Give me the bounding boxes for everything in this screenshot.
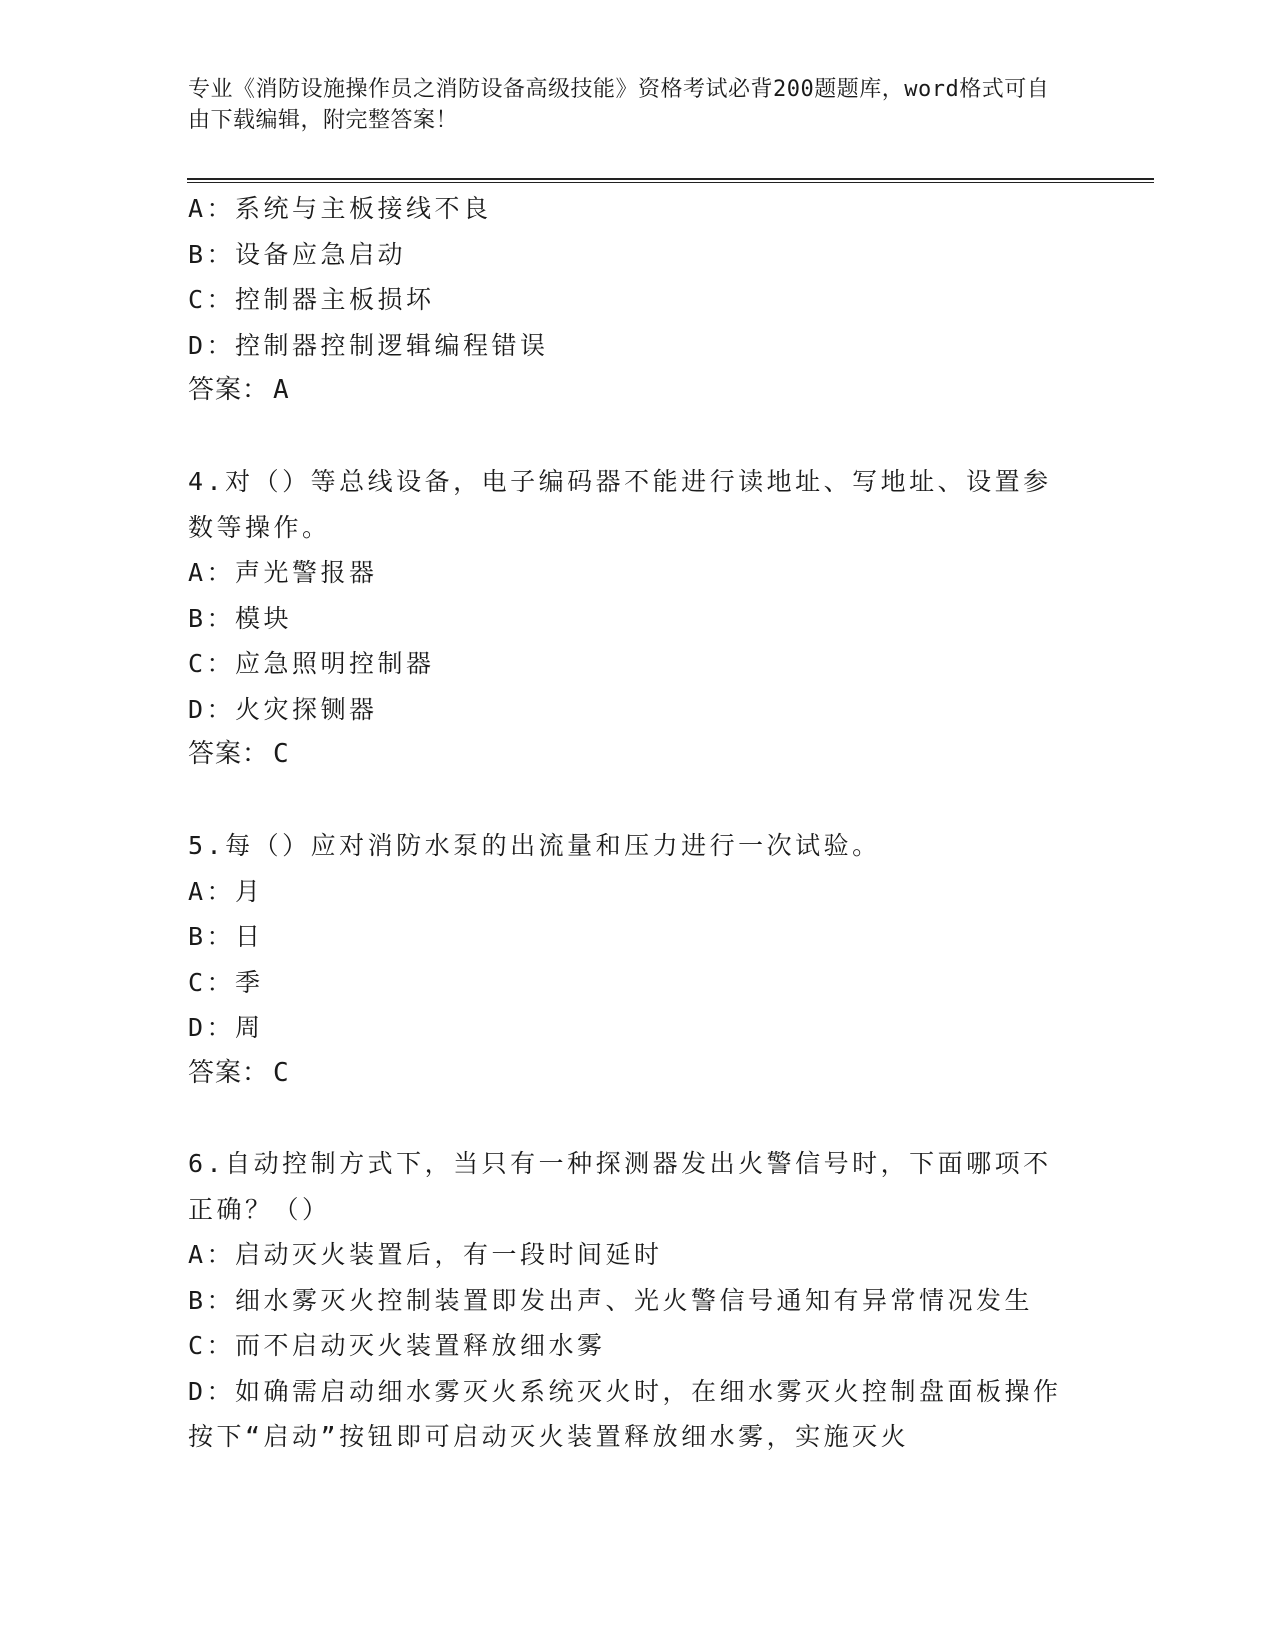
answer-value: C [273, 1057, 289, 1088]
header-divider [187, 178, 1154, 183]
question-5 [188, 823, 1088, 1096]
option-d: D：火灾探铡器 [188, 694, 378, 724]
option-d: D：控制器控制逻辑编程错误 [188, 330, 549, 360]
option-d: D：如确需启动细水雾灭火系统灭火时，在细水雾灭火控制盘面板操作 [188, 1376, 1062, 1406]
option-c: C：控制器主板损坏 [188, 285, 435, 314]
option-c: C：季 [188, 967, 264, 997]
answer-line [188, 1051, 1088, 1097]
question-6 [188, 1141, 1088, 1460]
option-c: C：而不启动灭火装置释放细水雾 [188, 1331, 606, 1360]
answer-line [188, 368, 1088, 414]
answer-label: 答案： [188, 739, 270, 769]
question-stem-line-1: 6.自动控制方式下，当只有一种探测器发出火警信号时，下面哪项不 [188, 1149, 1052, 1178]
option-b: B：细水雾灭火控制装置即发出声、光火警信号通知有异常情况发生 [188, 1285, 1034, 1315]
document-header [188, 74, 1068, 136]
question-stem-line-1: 5.每（）应对消防水泵的出流量和压力进行一次试验。 [188, 831, 881, 860]
answer-label: 答案： [188, 1057, 270, 1088]
option-b: B：设备应急启动 [188, 239, 407, 269]
question-stem-line-2: 正确？（） [188, 1194, 331, 1224]
answer-label: 答案： [188, 375, 270, 405]
question-stem-line-2: 数等操作。 [188, 512, 331, 542]
answer-line [188, 732, 1088, 778]
header-text: 专业《消防设施操作员之消防设备高级技能》资格考试必背200题题库，word格式可自由下载编辑，附完整答案！ [188, 77, 1050, 133]
option-a: A：启动灭火装置后，有一段时间延时 [188, 1240, 663, 1269]
option-a: A：月 [188, 876, 264, 906]
answer-value: A [273, 375, 289, 405]
option-d-continued: 按下“启动”按钮即可启动灭火装置释放细水雾，实施灭火 [188, 1422, 910, 1451]
option-b: B：日 [188, 922, 264, 951]
question-3 [188, 186, 1088, 414]
option-a: A：声光警报器 [188, 558, 378, 587]
option-d: D：周 [188, 1013, 264, 1042]
question-stem-line-1: 4.对（）等总线设备，电子编码器不能进行读地址、写地址、设置参 [188, 467, 1052, 496]
question-4 [188, 459, 1088, 778]
option-c: C：应急照明控制器 [188, 649, 435, 678]
answer-value: C [273, 739, 289, 769]
option-b: B：模块 [188, 603, 293, 633]
option-a: A：系统与主板接线不良 [188, 194, 492, 223]
